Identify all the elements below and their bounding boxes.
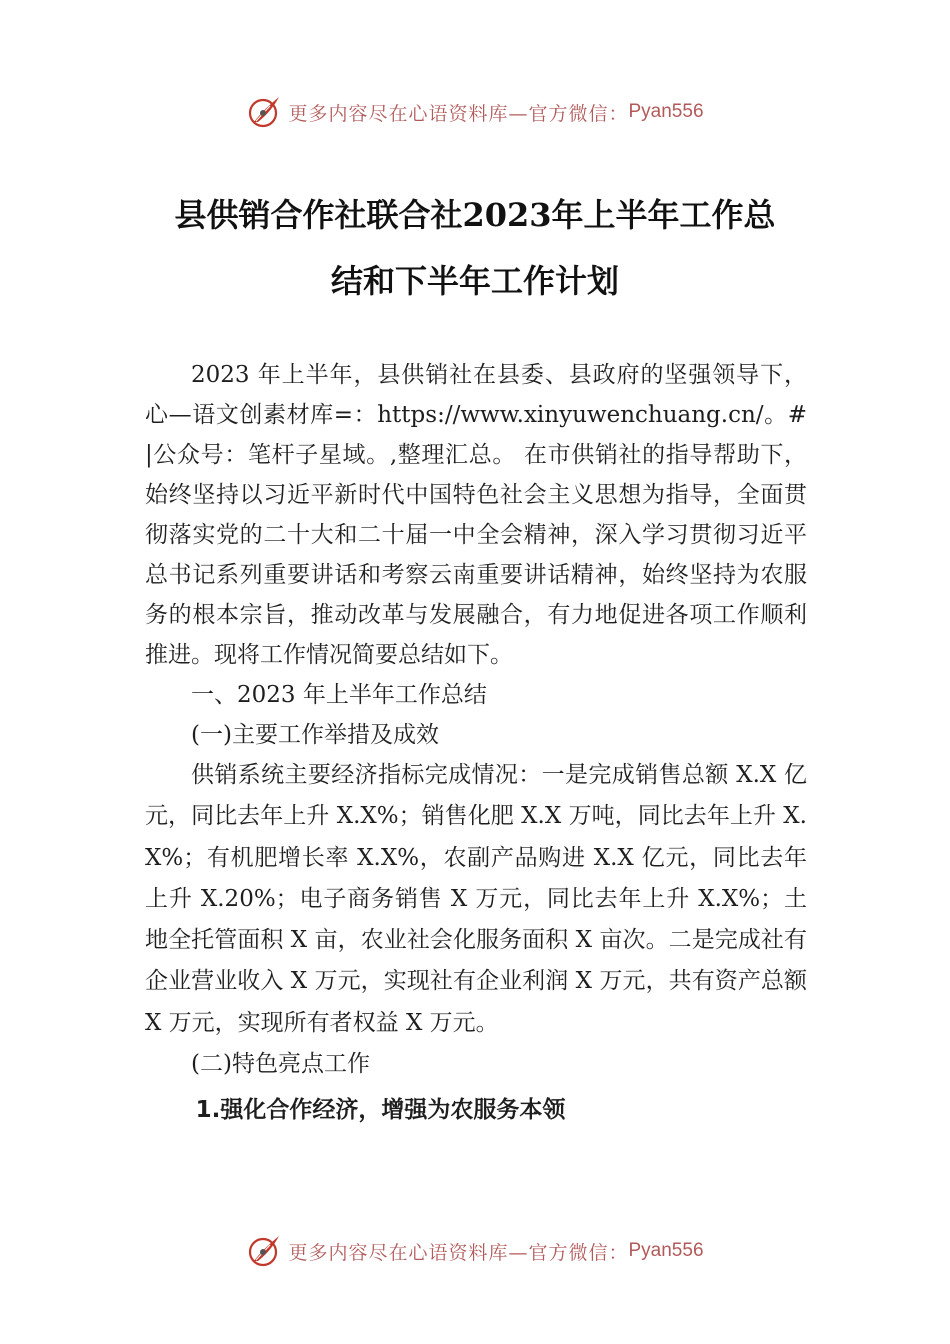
- item-heading: 1.强化合作经济，增强为农服务本领: [195, 1097, 566, 1124]
- footer-banner: [0, 1233, 950, 1269]
- banner-text: 更多内容尽在心语资料库—官方微信：: [288, 1241, 629, 1264]
- subsection-heading-2: (二)特色亮点工作: [191, 1051, 370, 1078]
- document-body: [145, 355, 807, 1136]
- section-heading: 一、2023 年上半年工作总结: [191, 682, 487, 708]
- title-line-1: 县供销合作社联合社2023年上半年工作总: [174, 196, 776, 234]
- intro-paragraph: 2023 年上半年，县供销社在县委、县政府的坚强领导下，心—语文创素材库=：https://www.xinyuwenchuang.cn/。#|公众号：笔杆子星域。,整理汇总。 在市供销社的指导帮助下，始终坚持以习近平新时代中国特色社会主义思想为指导，全面贯彻落实党的二十大和二十届一中全会精神，深入学习贯彻习近平总书记系列重要讲话和考察云南重要讲话精神，始终坚持为农服务的根本宗旨，推动改革与发展融合，有力地促进各项工作顺利推进。现将工作情况简要总结如下。: [145, 362, 807, 668]
- indicators-paragraph: 供销系统主要经济指标完成情况：一是完成销售总额 X.X 亿元，同比去年上升 X.X%；销售化肥 X.X 万吨，同比去年上升 X.X%；有机肥增长率 X.X%，农副产品购进 X.X 亿元，同比去年上升 X.20%；电子商务销售 X 万元，同比去年上升 X.X%；土地全托管面积 X 亩，农业社会化服务面积 X 亩次。二是完成社有企业营业收入 X 万元，实现社有企业利润 X 万元，共有资产总额 X 万元，实现所有者权益 X 万元。: [145, 762, 807, 1036]
- quill-pen-logo-icon: [246, 1233, 282, 1269]
- quill-pen-logo-icon: [246, 94, 282, 130]
- banner-text: 更多内容尽在心语资料库—官方微信：: [288, 102, 629, 125]
- title-line-2: 结和下半年工作计划: [330, 262, 619, 300]
- subsection-heading: (一)主要工作举措及成效: [191, 722, 439, 748]
- banner-wechat-id: Pyan556: [628, 101, 704, 122]
- document-title: [140, 182, 810, 314]
- banner-wechat-id: Pyan556: [628, 1240, 704, 1261]
- header-banner: [0, 94, 950, 130]
